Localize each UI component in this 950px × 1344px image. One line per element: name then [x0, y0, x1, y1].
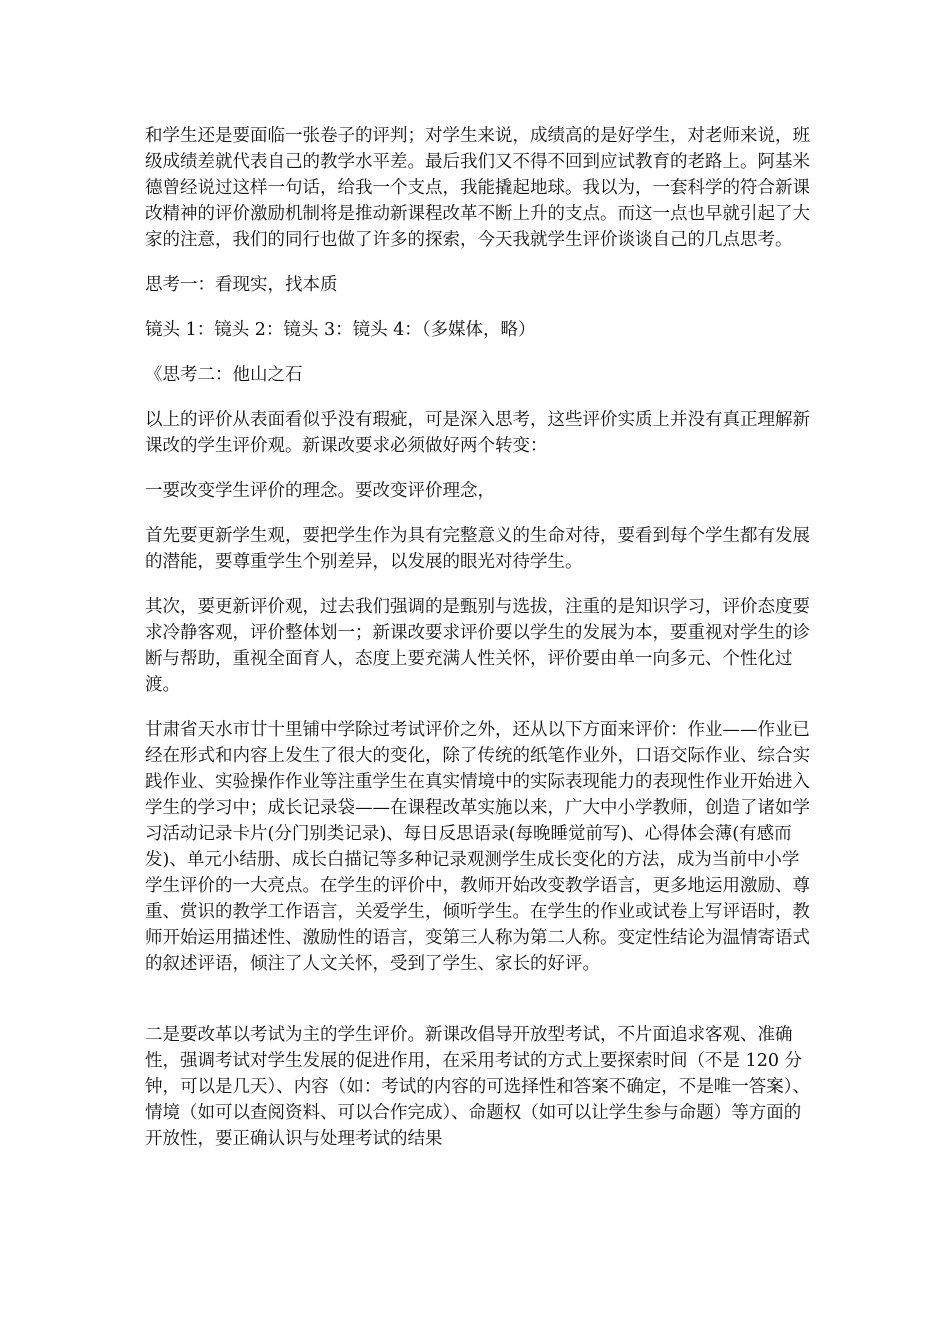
heading-thinking-one: 思考一：看现实，找本质 — [145, 275, 338, 295]
paragraph-change-concept: 一要改变学生评价的理念。要改变评价理念， — [145, 481, 495, 501]
paragraph-school-example: 甘肃省天水市廿十里铺中学除过考试评价之外，还从以下方面来评价：作业——作业已经在形式和内容上发生了很大的变化，除了传统的纸笔作业外，口语交际作业、综合实践作业、实验操作作业等注重学生在真实情境中的实际表现能力的表现性作业开始进入学生的学习中；成长记录袋——在课程改革实施以来，广大中小学教师，创造了诸如学习活动记录卡片(分门别类记录)、每日反思语录(每晚睡觉前写)、心得体会薄(有感而发)、单元小结册、成长白描记等多种记录观测学生成长变化的方法，成为当前中小学学生评价的一大亮点。在学生的评价中，教师开始改变教学语言，更多地运用激励、尊重、赏识的教学工作语言，关爱学生，倾听学生。在学生的作业或试卷上写评语时，教师开始运用描述性、激励性的语言，变第三人称为第二人称。变定性结论为温情寄语式的叙述评语，倾注了人文关怀，受到了学生、家长的好评。 — [145, 720, 810, 974]
document-body — [145, 123, 810, 1171]
paragraph-intro: 和学生还是要面临一张卷子的评判；对学生来说，成绩高的是好学生，对老师来说，班级成绩差就代表自己的教学水平差。最后我们又不得不回到应试教育的老路上。阿基米德曾经说过这样一句话，给我一个支点，我能撬起地球。我以为，一套科学的符合新课改精神的评价激励机制将是推动新课程改革不断上升的支点。而这一点也早就引起了大家的注意，我们的同行也做了许多的探索，今天我就学生评价谈谈自己的几点思考。 — [145, 126, 810, 250]
paragraph-exam-reform: 二是要改革以考试为主的学生评价。新课改倡导开放型考试，不片面追求客观、准确性，强调考试对学生发展的促进作用，在采用考试的方式上要探索时间（不是 120 分钟，可以是几天）、内容（如：考试的内容的可选择性和答案不确定，不是唯一答案）、情境（如可以查阅资料、可以合作完成）、命题权（如可以让学生参与命题）等方面的开放性，要正确认识与处理考试的结果 — [145, 1025, 810, 1149]
paragraph-shots: 镜头 1：镜头 2：镜头 3：镜头 4：（多媒体，略） — [145, 320, 536, 340]
paragraph-student-view: 首先要更新学生观，要把学生作为具有完整意义的生命对待，要看到每个学生都有发展的潜能，要尊重学生个别差异，以发展的眼光对待学生。 — [145, 526, 810, 572]
heading-thinking-two: 《思考二：他山之石 — [145, 365, 303, 385]
paragraph-evaluation-view: 其次，要更新评价观，过去我们强调的是甄别与选拔，注重的是知识学习，评价态度要求冷静客观，评价整体划一；新课改要求评价要以学生的发展为本，要重视对学生的诊断与帮助，重视全面育人，态度上要充满人性关怀，评价要由单一向多元、个性化过渡。 — [145, 597, 810, 695]
paragraph-evaluation-analysis: 以上的评价从表面看似乎没有瑕疵，可是深入思考，这些评价实质上并没有真正理解新课改的学生评价观。新课改要求必须做好两个转变： — [145, 410, 810, 456]
